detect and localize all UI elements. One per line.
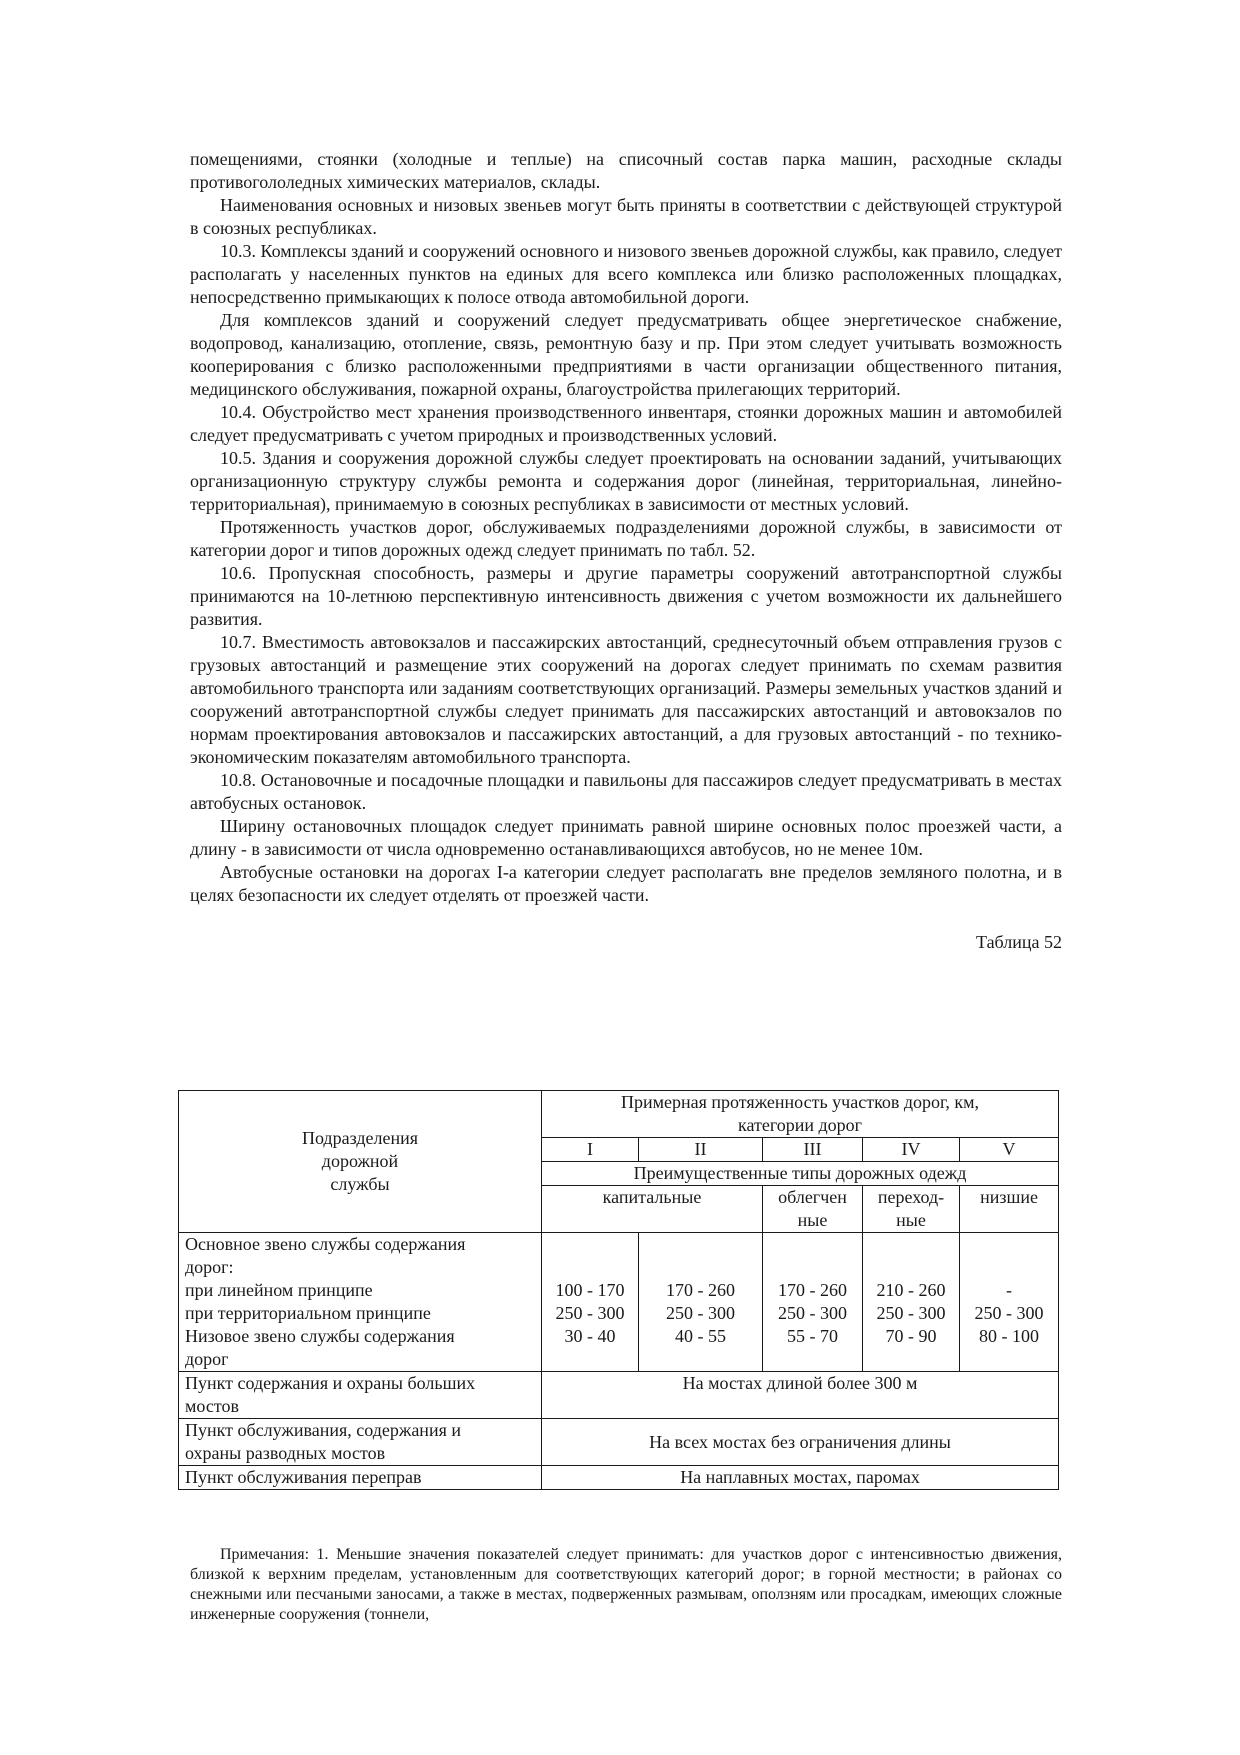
paragraph: Автобусные остановки на дорогах I-а категории следует располагать вне пределов земляного полотна, и в целях безопасности их следует отделять от проезжей части. — [190, 862, 1062, 905]
header-text: переход- — [877, 1187, 945, 1207]
document-body — [190, 148, 1062, 954]
cell-value: 250 - 300 — [555, 1303, 625, 1323]
road-service-table — [178, 1090, 1059, 1490]
header-text: ные — [797, 1210, 828, 1230]
cell-value: 170 - 260 — [778, 1280, 847, 1300]
pavement-lower — [960, 1186, 1059, 1233]
row-label-text: при линейном принципе — [185, 1280, 373, 1300]
table-row — [179, 1419, 1059, 1466]
cell-value: - — [1006, 1280, 1013, 1300]
header-text: облегчен — [778, 1187, 847, 1207]
cell-category-III — [763, 1233, 863, 1372]
row-value: На всех мостах без ограничения длины — [542, 1419, 1059, 1466]
header-text: низшие — [980, 1187, 1038, 1207]
row-label — [179, 1466, 542, 1490]
row-label-text: мостов — [185, 1396, 239, 1416]
cell-value: 250 - 300 — [876, 1303, 946, 1323]
paragraph-10-5: 10.5. Здания и сооружения дорожной службы следует проектировать на основании заданий, учитывающих организационную структуру службы ремонта и содержания дорог (линейная, территориальная, линейно-территориальная), принимаемую в союзных республиках в зависимости от местных условий. — [190, 448, 1062, 514]
row-value: На наплавных мостах, паромах — [542, 1466, 1059, 1490]
header-divisions — [179, 1091, 542, 1233]
header-text: ные — [896, 1210, 926, 1230]
pavement-transitional — [863, 1186, 960, 1233]
cell-value: 30 - 40 — [564, 1326, 616, 1346]
table-caption: Таблица 52 — [976, 932, 1062, 952]
cell-category-V — [960, 1233, 1059, 1372]
table-row — [179, 1372, 1059, 1419]
table-52 — [178, 1090, 1058, 1490]
category-header-IV: IV — [863, 1138, 960, 1162]
header-text: капитальные — [602, 1187, 702, 1207]
table-row — [179, 1233, 1059, 1372]
cell-value: 55 - 70 — [787, 1326, 838, 1346]
paragraph-10-7: 10.7. Вместимость автовокзалов и пассажирских автостанций, среднесуточный объем отправления грузов с грузовых автостанций и размещение этих сооружений на дорогах следует принимать по схемам развития автомобильного транспорта или заданиям соответствующих организаций. Размеры земельных участков зданий и сооружений автотранспортной службы следует принимать для пассажирских автостанций и автовокзалов по нормам проектирования автовокзалов и пассажирских автостанций, а для грузовых автостанций - по технико-экономическим показателям автомобильного транспорта. — [190, 632, 1062, 767]
cell-category-II — [639, 1233, 763, 1372]
cell-value: 210 - 260 — [876, 1280, 946, 1300]
header-text: Подразделения — [301, 1128, 419, 1148]
cell-value: 250 - 300 — [778, 1303, 847, 1323]
paragraph-10-3: 10.3. Комплексы зданий и сооружений основного и низового звеньев дорожной службы, как правило, следует располагать у населенных пунктов на единых для всего комплекса или близко расположенных площадках, непосредственно примыкающих к полосе отвода автомобильной дороги. — [190, 241, 1062, 307]
cell-value: 250 - 300 — [666, 1303, 735, 1323]
row-label — [179, 1419, 542, 1466]
paragraph: помещениями, стоянки (холодные и теплые) на списочный состав парка машин, расходные склады противогололедных химических материалов, склады. — [190, 149, 1062, 192]
row-label-text: Низовое звено службы содержания — [185, 1326, 455, 1346]
header-text: службы — [330, 1174, 390, 1194]
paragraph: Ширину остановочных площадок следует принимать равной ширине основных полос проезжей части, а длину - в зависимости от числа одновременно останавливающихся автобусов, но не менее 10м. — [190, 816, 1062, 859]
header-pavement-types: Преимущественные типы дорожных одежд — [542, 1162, 1059, 1186]
category-header-I: I — [542, 1138, 639, 1162]
cell-category-IV — [863, 1233, 960, 1372]
paragraph: Протяженность участков дорог, обслуживаемых подразделениями дорожной службы, в зависимости от категории дорог и типов дорожных одежд следует принимать по табл. 52. — [190, 517, 1062, 560]
cell-category-I — [542, 1233, 639, 1372]
paragraph-10-4: 10.4. Обустройство мест хранения производственного инвентаря, стоянки дорожных машин и автомобилей следует предусматривать с учетом природных и производственных условий. — [190, 402, 1062, 445]
table-row — [179, 1466, 1059, 1490]
paragraph: Наименования основных и низовых звеньев могут быть приняты в соответствии с действующей структурой в союзных республиках. — [190, 195, 1062, 238]
row-label-text: Пункт обслуживания переправ — [185, 1467, 422, 1487]
header-text: Примерная протяженность участков дорог, км, — [620, 1092, 980, 1112]
paragraph: Для комплексов зданий и сооружений следует предусматривать общее энергетическое снабжение, водопровод, канализацию, отопление, связь, ремонтную базу и пр. При этом следует учитывать возможность кооперирования с близко расположенными предприятиями в части организации общественного питания, медицинского обслуживания, пожарной охраны, благоустройства прилегающих территорий. — [190, 310, 1062, 399]
row-label — [179, 1372, 542, 1419]
cell-value: 40 - 55 — [675, 1326, 726, 1346]
row-label-text: при территориальном принципе — [185, 1303, 431, 1323]
category-header-III: III — [763, 1138, 863, 1162]
paragraph-10-6: 10.6. Пропускная способность, размеры и другие параметры сооружений автотранспортной службы принимаются на 10-летнюю перспективную интенсивность движения с учетом возможности их дальнейшего развития. — [190, 563, 1062, 629]
row-label-text: Пункт содержания и охраны больших — [185, 1373, 476, 1393]
row-label-text: дорог: — [185, 1257, 234, 1277]
row-label-text: Пункт обслуживания, содержания и — [185, 1420, 461, 1440]
cell-value: 80 - 100 — [979, 1326, 1040, 1346]
paragraph-10-8: 10.8. Остановочные и посадочные площадки и павильоны для пассажиров следует предусматривать в местах автобусных остановок. — [190, 770, 1062, 813]
cell-value: 70 - 90 — [885, 1326, 937, 1346]
header-length — [542, 1091, 1059, 1138]
cell-value: 100 - 170 — [555, 1280, 625, 1300]
header-text: дорожной — [321, 1151, 399, 1171]
row-label-text: охраны разводных мостов — [185, 1443, 386, 1463]
row-label — [179, 1233, 542, 1372]
pavement-light — [763, 1186, 863, 1233]
cell-value: 250 - 300 — [974, 1303, 1044, 1323]
cell-value: 170 - 260 — [666, 1280, 735, 1300]
header-text: категории дорог — [737, 1115, 863, 1135]
category-header-V: V — [960, 1138, 1059, 1162]
row-label-text: Основное звено службы содержания — [185, 1234, 466, 1254]
pavement-capital — [542, 1186, 763, 1233]
table-notes: Примечания: 1. Меньшие значения показателей следует принимать: для участков дорог с интенсивностью движения, близкой к верхним пределам, установленным для соответствующих категорий дорог; в горной местности; в районах со снежными или песчаными заносами, а также в местах, подверженных размывам, оползням или просадкам, имеющих сложные инженерные сооружения (тоннели, — [190, 1546, 1062, 1623]
row-label-text: дорог — [185, 1349, 229, 1369]
category-header-II: II — [639, 1138, 763, 1162]
row-value: На мостах длиной более 300 м — [542, 1372, 1059, 1419]
